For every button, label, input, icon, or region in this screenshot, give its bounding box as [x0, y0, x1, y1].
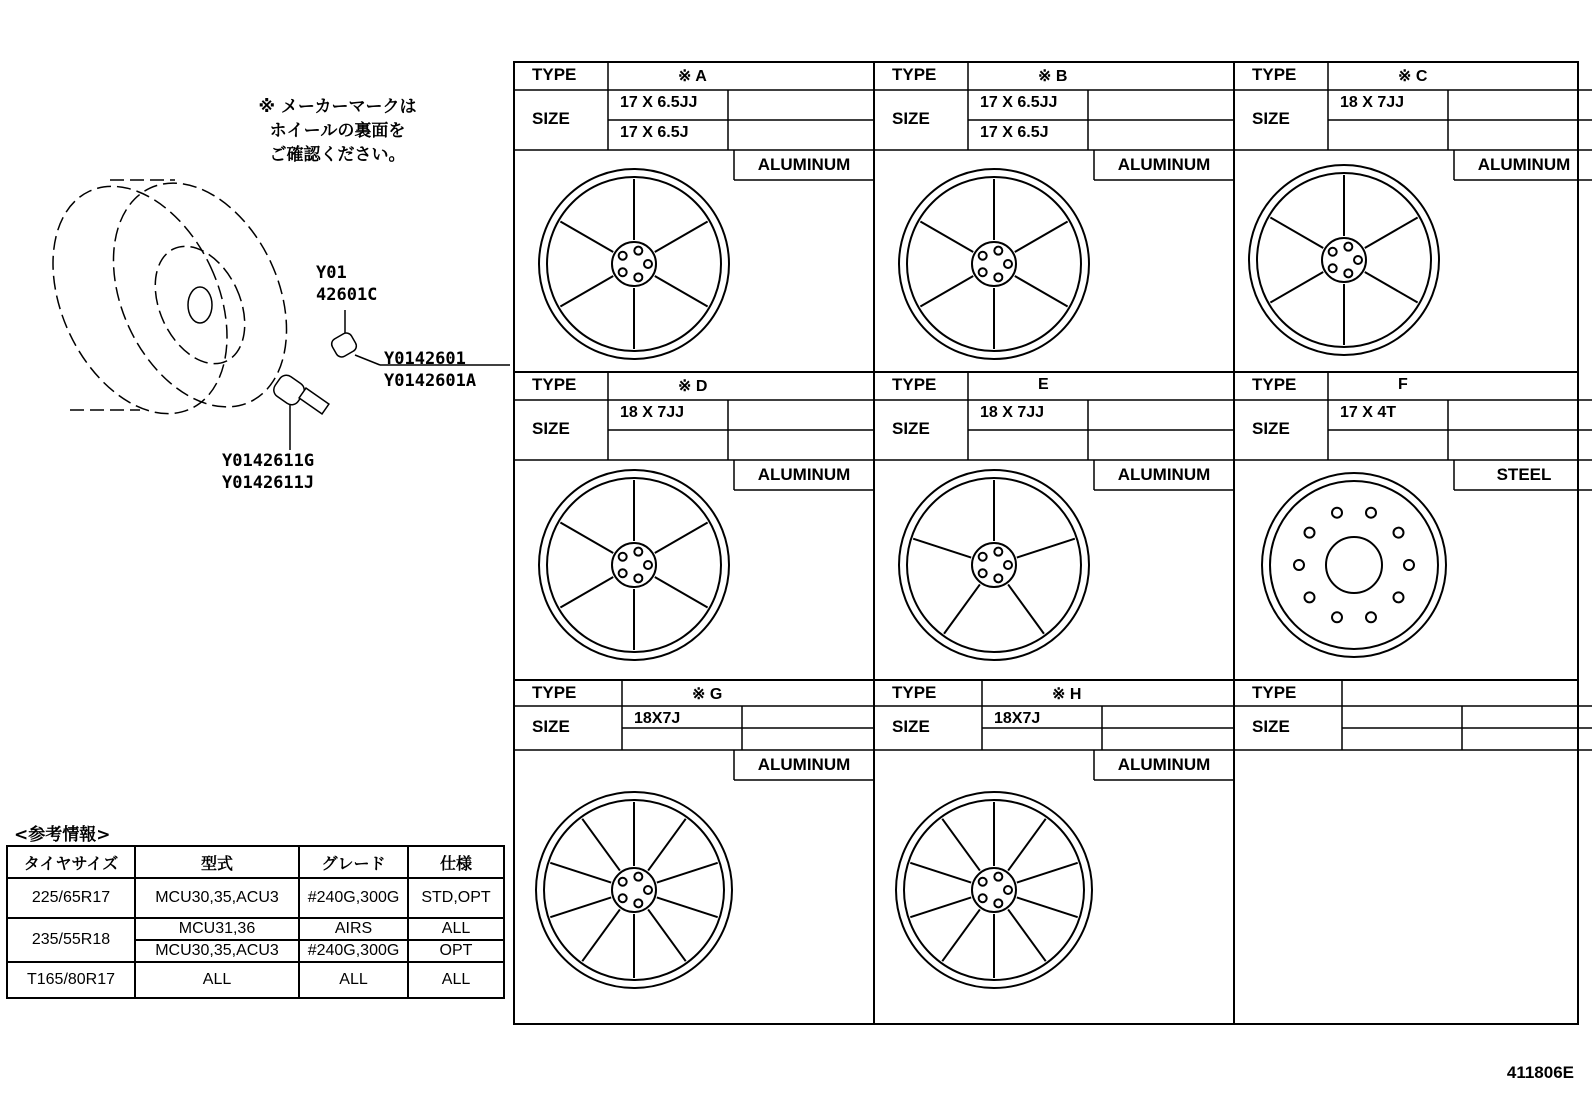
valve-cap-part-number: Y01 42601C: [316, 263, 378, 305]
wheel-c: [1249, 165, 1439, 355]
reference-title: <参考情報>: [14, 825, 111, 845]
table-cell: OPT: [408, 940, 504, 962]
wheel-a: [539, 169, 729, 359]
material-label: ALUMINUM: [757, 755, 851, 774]
type-value: ※ A: [678, 68, 707, 85]
material-label: STEEL: [1496, 465, 1552, 484]
size-label: SIZE: [1252, 717, 1290, 736]
size-label: SIZE: [1252, 109, 1290, 128]
material-label: ALUMINUM: [1117, 465, 1211, 484]
wheel-f: [1262, 473, 1446, 657]
table-cell: 235/55R18: [7, 918, 135, 962]
type-label: TYPE: [892, 65, 937, 84]
size-label: SIZE: [892, 109, 930, 128]
type-label: TYPE: [532, 65, 577, 84]
maker-mark-note: ※ メーカーマークは ホイールの裏面を ご確認ください。: [258, 97, 417, 165]
size-label: SIZE: [532, 717, 570, 736]
type-label: TYPE: [892, 683, 937, 702]
wheel-d: [539, 470, 729, 660]
size-label: SIZE: [892, 419, 930, 438]
table-cell: T165/80R17: [7, 962, 135, 998]
size-value-2: 17 X 6.5J: [980, 124, 1049, 141]
type-value: ※ D: [678, 378, 708, 395]
size-label: SIZE: [532, 419, 570, 438]
size-value-1: 18X7J: [994, 710, 1041, 727]
header-grade: グレード: [299, 846, 408, 878]
diagram-code: 411806E: [1506, 1063, 1574, 1082]
type-value: ※ C: [1398, 68, 1428, 85]
type-value: ※ H: [1052, 686, 1082, 703]
table-cell: MCU31,36: [135, 918, 299, 940]
table-cell: ALL: [299, 962, 408, 998]
size-label: SIZE: [892, 717, 930, 736]
wheel-g: [536, 792, 732, 988]
material-label: ALUMINUM: [757, 155, 851, 174]
table-cell: MCU30,35,ACU3: [135, 940, 299, 962]
size-value-1: 17 X 4T: [1340, 404, 1397, 421]
size-value-1: 18 X 7JJ: [1340, 94, 1405, 111]
header-tire-size: タイヤサイズ: [7, 846, 135, 878]
table-cell: 225/65R17: [7, 878, 135, 918]
wheel-b: [899, 169, 1089, 359]
size-label: SIZE: [1252, 419, 1290, 438]
table-cell: #240G,300G: [299, 940, 408, 962]
type-value: F: [1398, 376, 1408, 393]
header-model: 型式: [135, 846, 299, 878]
size-value-1: 17 X 6.5JJ: [620, 94, 698, 111]
valve-part-number: Y0142601 Y0142601A: [384, 349, 477, 391]
type-label: TYPE: [532, 375, 577, 394]
type-label: TYPE: [1252, 375, 1297, 394]
wheel-h: [896, 792, 1092, 988]
table-cell: ALL: [408, 962, 504, 998]
type-label: TYPE: [532, 683, 577, 702]
table-cell: ALL: [135, 962, 299, 998]
size-value-1: 18 X 7JJ: [980, 404, 1045, 421]
size-value-1: 18X7J: [634, 710, 681, 727]
material-label: ALUMINUM: [1117, 755, 1211, 774]
type-value: E: [1038, 376, 1049, 393]
material-label: ALUMINUM: [757, 465, 851, 484]
size-value-1: 18 X 7JJ: [620, 404, 685, 421]
type-label: TYPE: [1252, 65, 1297, 84]
table-cell: STD,OPT: [408, 878, 504, 918]
material-label: ALUMINUM: [1477, 155, 1571, 174]
header-spec: 仕様: [408, 846, 504, 878]
wheel-e: [899, 470, 1089, 660]
table-cell: #240G,300G: [299, 878, 408, 918]
valve-stem-part-number: Y0142611G Y0142611J: [222, 451, 315, 493]
table-cell: ALL: [408, 918, 504, 940]
type-value: ※ G: [692, 686, 723, 703]
material-label: ALUMINUM: [1117, 155, 1211, 174]
size-value-2: 17 X 6.5J: [620, 124, 689, 141]
type-value: ※ B: [1038, 68, 1068, 85]
table-cell: MCU30,35,ACU3: [135, 878, 299, 918]
type-label: TYPE: [892, 375, 937, 394]
table-cell: AIRS: [299, 918, 408, 940]
size-value-1: 17 X 6.5JJ: [980, 94, 1058, 111]
size-label: SIZE: [532, 109, 570, 128]
type-label: TYPE: [1252, 683, 1297, 702]
